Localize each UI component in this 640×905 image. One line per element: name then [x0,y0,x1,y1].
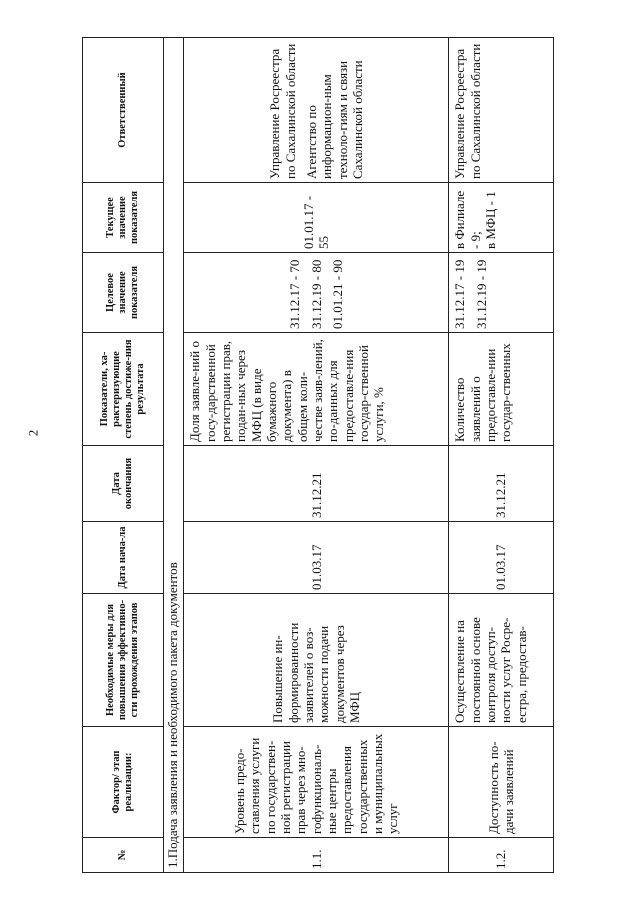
target-value: 01.01.21 - 90 [330,259,346,329]
row-measures: Осуществление на постоянной основе контроля доступ-ности услуг Росре-естра, предостав- [449,594,554,727]
header-measures: Необходимые меры для повышения эффективно-сти прохождения этапов [83,594,164,727]
target-value: 31.12.19 - 19 [473,259,489,329]
section-title: 1.Подача заявления и необходимого пакета документов [164,38,184,873]
current-value: в Филиале - 9; [452,190,483,249]
row-current [449,183,554,253]
target-value: 31.12.17 - 70 [287,259,303,329]
header-start: Дата нача-ла [83,522,164,594]
current-value: в МФЦ - 1 [482,191,498,249]
row-factor: Доступность по-дачи заявлений [449,727,554,838]
table-row [449,38,554,873]
row-number: 1.2. [449,838,554,873]
target-value: 31.12.19 - 80 [308,259,324,329]
row-end-date: 31.12.21 [449,446,554,522]
table-row [184,38,449,873]
row-start-date: 01.03.17 [184,522,449,594]
row-target [184,253,449,333]
header-indicator: Показатели, ха-рактеризующие степень достиже-ния результата [83,333,164,446]
header-target: Целевое значение показателя [83,253,164,333]
header-current: Текущее значение показателя [83,183,164,253]
header-row [83,38,164,873]
header-num: № [83,838,164,873]
row-factor: Уровень предо-ставления услуги по государствен-ной регистрации прав через мно-гофункциональ-ные центры предоставления государственных и муниципальных услуг [184,727,449,838]
responsible-party: Агентство по информацион-ным техноло-гиям и связи Сахалинской области [304,60,366,179]
header-responsible: Ответственный [83,38,164,183]
row-start-date: 01.03.17 [449,522,554,594]
row-target [449,253,554,333]
responsible-party: Управление Росреестра по Сахалинской области [452,43,483,179]
section-row [164,38,184,873]
row-measures: Повышение ин-формированности заявителей о воз-можности подачи документов через МФЦ [184,594,449,727]
page-number: 2 [25,429,41,437]
responsible-party: Управление Росреестра по Сахалинской области [267,43,298,179]
header-end: Дата окончания [83,446,164,522]
row-end-date: 31.12.21 [184,446,449,522]
measures-table [82,37,554,873]
row-indicator: Количество заявлений о предоставле-нии государ-ственных [449,333,554,446]
header-factor: Фактор/ этап реализации: [83,727,164,838]
row-responsible [449,38,554,183]
document-table-rotated [82,38,554,873]
target-value: 31.12.17 - 19 [452,259,468,329]
row-current: 01.01.17 - 55 [184,183,449,253]
row-number: 1.1. [184,838,449,873]
row-indicator: Доля заявле-ний о госу-дарственной регистрации прав, подан-ных через МФЦ (в виде бумажного документа) в общем коли-честве заяв-лений, по-данных для предоставле-ния государ-ственной услуги, % [184,333,449,446]
row-responsible [184,38,449,183]
